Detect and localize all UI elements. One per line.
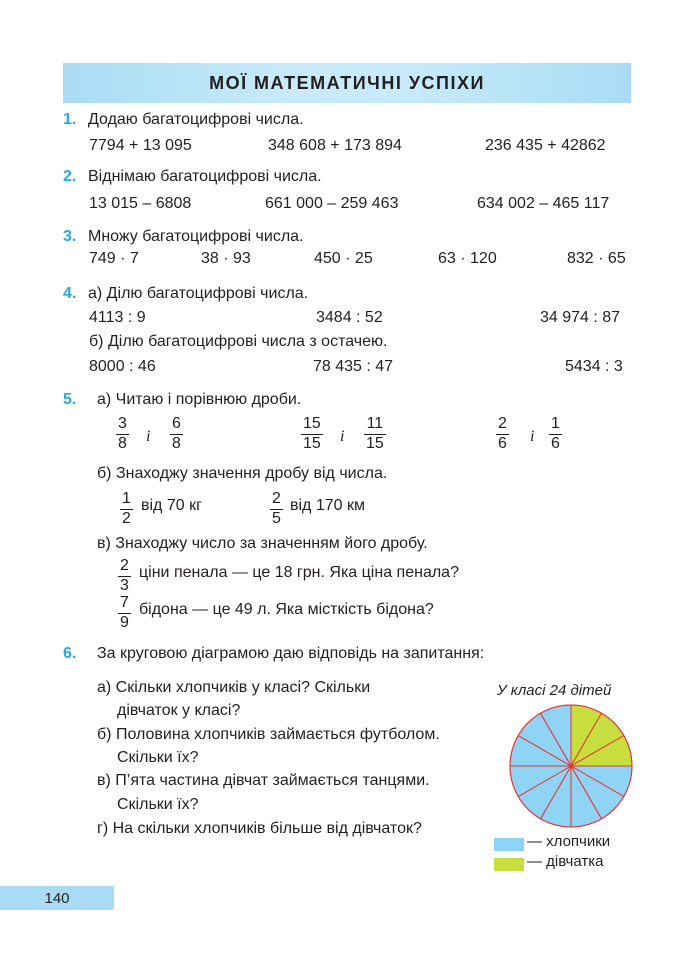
task-6-question-c: в) П’ята частина дівчат займається танцями. (97, 772, 430, 789)
task-4a-expr-1: 4113 : 9 (89, 309, 146, 326)
numerator: 6 (172, 415, 181, 432)
numerator: 15 (303, 415, 321, 432)
fraction (118, 595, 131, 631)
task-3-expr-2: 38 · 93 (201, 250, 251, 267)
conjunction-i: і (340, 428, 345, 445)
task-1-expr-1: 7794 + 13 095 (89, 137, 192, 154)
fraction (549, 416, 562, 452)
task-6-question-b-cont: Скільки їх? (117, 749, 199, 766)
task-2-title: Віднімаю багатоцифрові числа. (88, 168, 322, 185)
task-3-expr-4: 63 · 120 (438, 250, 497, 267)
numerator: 3 (118, 415, 127, 432)
numerator: 2 (498, 415, 507, 432)
task-5a-title: а) Читаю і порівнюю дроби. (97, 391, 302, 408)
task-4a-expr-2: 3484 : 52 (316, 309, 383, 326)
fraction (270, 491, 283, 527)
task-2-expr-3: 634 002 – 465 117 (477, 195, 610, 212)
pie-chart (506, 701, 636, 831)
numerator: 1 (122, 490, 131, 507)
fraction (364, 416, 386, 452)
page-title: МОЇ МАТЕМАТИЧНІ УСПІХИ (209, 72, 485, 93)
task-3-expr-3: 450 · 25 (314, 250, 373, 267)
fraction (120, 491, 133, 527)
task-3-number: 3. (63, 228, 77, 245)
task-5b-item-1-text: від 70 кг (141, 497, 202, 514)
task-3-expr-1: 749 · 7 (89, 250, 139, 267)
fraction (170, 416, 183, 452)
legend-label-girls: — дівчатка (527, 853, 604, 870)
task-5c-item-1-text: ціни пенала — це 18 грн. Яка ціна пенала? (139, 564, 459, 581)
denominator: 5 (272, 510, 281, 527)
conjunction-i: і (530, 428, 535, 445)
fraction (118, 558, 131, 594)
task-2-number: 2. (63, 168, 77, 185)
task-6-question-b: б) Половина хлопчиків займається футболом. (97, 726, 440, 743)
task-6-number: 6. (63, 645, 77, 662)
task-5c-item-2-text: бідона — це 49 л. Яка місткість бідона? (139, 601, 434, 618)
task-1-number: 1. (63, 111, 77, 128)
task-6-question-a: а) Скільки хлопчиків у класі? Скільки (97, 679, 371, 696)
legend-swatch-girls (494, 858, 524, 871)
task-4b-expr-1: 8000 : 46 (89, 358, 156, 375)
task-2-expr-2: 661 000 – 259 463 (265, 195, 399, 212)
denominator: 3 (120, 577, 129, 594)
task-3-title: Множу багатоцифрові числа. (88, 228, 304, 245)
title-banner (63, 63, 631, 103)
denominator: 6 (498, 435, 507, 452)
task-6-question-a-cont: дівчаток у класі? (117, 702, 241, 719)
page-number: 140 (44, 889, 70, 907)
denominator: 2 (122, 510, 131, 527)
task-4a-expr-3: 34 974 : 87 (540, 309, 621, 326)
task-4a-title: а) Ділю багатоцифрові числа. (88, 285, 309, 302)
task-4-number: 4. (63, 285, 77, 302)
numerator: 11 (366, 415, 384, 432)
numerator: 1 (551, 415, 560, 432)
page-number-bar (0, 886, 114, 910)
task-3-expr-5: 832 · 65 (567, 250, 626, 267)
denominator: 8 (118, 435, 127, 452)
numerator: 2 (120, 557, 129, 574)
denominator: 6 (551, 435, 560, 452)
fraction (301, 416, 323, 452)
fraction (496, 416, 509, 452)
task-6-question-d: г) На скільки хлопчиків більше від дівчаток? (97, 820, 422, 837)
conjunction-i: і (146, 428, 151, 445)
fraction (116, 416, 129, 452)
task-4b-title: б) Ділю багатоцифрові числа з остачею. (89, 333, 388, 350)
task-5b-item-2-text: від 170 км (290, 497, 365, 514)
denominator: 15 (303, 435, 321, 452)
task-6-title: За круговою діаграмою даю відповідь на запитання: (97, 645, 485, 662)
numerator: 2 (272, 490, 281, 507)
task-1-expr-3: 236 435 + 42862 (485, 137, 606, 154)
legend-swatch-boys (494, 838, 524, 851)
denominator: 9 (120, 614, 129, 631)
task-2-expr-1: 13 015 – 6808 (89, 195, 192, 212)
task-1-title: Додаю багатоцифрові числа. (88, 111, 304, 128)
task-4b-expr-3: 5434 : 3 (565, 358, 623, 375)
task-5-number: 5. (63, 391, 77, 408)
task-5c-title: в) Знаходжу число за значенням його дробу. (97, 535, 428, 552)
task-4b-expr-2: 78 435 : 47 (313, 358, 394, 375)
chart-title: У класі 24 дітей (497, 682, 612, 699)
legend-label-boys: — хлопчики (527, 833, 611, 850)
denominator: 8 (172, 435, 181, 452)
numerator: 7 (120, 594, 129, 611)
task-5b-title: б) Знаходжу значення дробу від числа. (97, 465, 388, 482)
task-6-question-c-cont: Скільки їх? (117, 796, 199, 813)
denominator: 15 (366, 435, 384, 452)
task-1-expr-2: 348 608 + 173 894 (268, 137, 402, 154)
